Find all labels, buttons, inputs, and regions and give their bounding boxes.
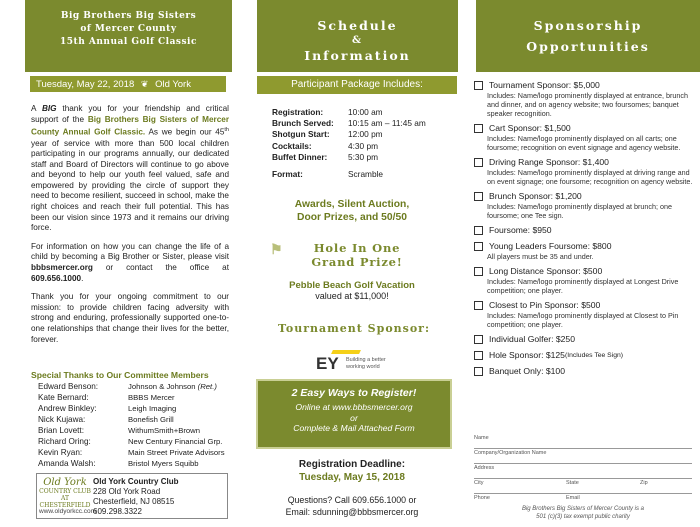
schedule-banner <box>257 0 458 72</box>
event-title-line: 15th Annual Golf Classic <box>60 37 197 47</box>
schedule-title-line: Information <box>304 48 411 63</box>
package-heading: Participant Package Includes: <box>257 76 457 94</box>
schedule-row: Buffet Dinner: 5:30 pm <box>272 151 378 162</box>
committee-heading: Special Thanks to Our Committee Members <box>31 370 209 380</box>
checkbox[interactable] <box>474 351 483 360</box>
mission-paragraph: Thank you for your ongoing commitment to our mission: to provide children facing adversity with strong and enduring, professionally supported one-to-one relationships that change their lives for the better, forever. <box>31 292 229 344</box>
registration-box: 2 Easy Ways to Register! Online at www.bbbsmercer.org or Complete & Mail Attached Form <box>256 379 452 449</box>
registration-heading: 2 Easy Ways to Register! <box>291 387 417 399</box>
checkbox[interactable] <box>474 367 483 376</box>
register-online[interactable]: Online at www.bbbsmercer.org <box>295 402 413 412</box>
schedule-row: Cocktails: 4:30 pm <box>272 140 378 151</box>
sponsorship-option: Cart Sponsor: $1,500 Includes: Name/logo prominently displayed on all carts; one foursome; recognition on event signage and agency website. <box>474 123 696 152</box>
intro-paragraph: A BIG thank you for your friendship and critical support of the Big Brothers Big Sisters of Mercer County Annual Golf Classic. As we begin our 45th year of service with more than 500 local children participating in our programs annually, our dedicated staff and Board of Directors will continue to go above and beyond to help our youth feel valued, safe and empowered by providing the circle of support they need to become resilient, succeed in school, make the right choices and reach their full potential. This has been our vision since 1973 and it remains our driving force. <box>31 104 230 233</box>
schedule-row: Brunch Served: 10:15 am – 11:45 am <box>272 118 426 129</box>
format-row: Format: Scramble <box>272 169 384 180</box>
checkbox[interactable] <box>474 301 483 310</box>
contact-info: Questions? Call 609.656.1000 or Email: sdunning@bbbsmercer.org <box>247 494 457 518</box>
checkbox[interactable] <box>474 192 483 201</box>
committee-list <box>38 381 233 469</box>
schedule-title-line: Schedule <box>317 18 398 33</box>
sponsorship-title-line: Sponsorship <box>533 18 643 33</box>
checkbox[interactable] <box>474 81 483 90</box>
awards-text: Awards, Silent Auction, Door Prizes, and 50/50 <box>294 199 410 223</box>
sponsorship-option: Driving Range Sponsor: $1,400 Includes: Name/logo prominently displayed at driving range and on event signage; one foursome; recognition on agency website. <box>474 157 696 186</box>
register-mail: Complete & Mail Attached Form <box>293 423 415 433</box>
event-date: Tuesday, May 22, 2018 <box>36 79 135 90</box>
name-field[interactable]: Name <box>474 434 692 449</box>
sponsorship-title-line: Opportunities <box>526 39 650 54</box>
club-address-2: Chesterfield, NJ 08515 <box>93 497 175 506</box>
committee-member: Kate Bernard: BBBS Mercer <box>38 393 175 402</box>
website-link[interactable]: bbbsmercer.org <box>31 263 93 273</box>
event-date-bar <box>30 76 226 106</box>
sponsorship-option: Individual Golfer: $250 <box>474 334 696 345</box>
sponsorship-option: Closest to Pin Sponsor: $500 Includes: Name/logo prominently displayed at Closest to Pin competition; one player. <box>474 300 696 329</box>
club-address-1: 228 Old York Road <box>93 487 161 496</box>
club-phone: 609.298.3322 <box>93 507 142 516</box>
committee-member: Richard Oring: New Century Financial Grp. <box>38 437 223 446</box>
event-title-line: of Mercer County <box>80 24 177 34</box>
golf-flag-icon: ⚑ <box>270 242 284 258</box>
club-website[interactable]: www.oldyorkcc.com <box>39 508 97 515</box>
club-name: Old York Country Club <box>93 477 179 486</box>
checkbox[interactable] <box>474 158 483 167</box>
checkbox[interactable] <box>474 335 483 344</box>
ey-logo: EY Building a better working world <box>312 350 402 374</box>
checkbox[interactable] <box>474 242 483 251</box>
checkbox[interactable] <box>474 267 483 276</box>
sponsorship-option: Long Distance Sponsor: $500 Includes: Name/logo prominently displayed at Longest Drive competition; one player. <box>474 266 696 295</box>
schedule-row: Shotgun Start: 12:00 pm <box>272 129 383 140</box>
office-phone: 609.656.1000 <box>31 273 82 283</box>
intro-text <box>31 104 229 353</box>
address-field[interactable]: Address <box>474 464 692 479</box>
event-title-banner <box>25 0 232 72</box>
grand-prize: Pebble Beach Golf Vacation valued at $11,000! <box>289 280 415 301</box>
club-card <box>36 473 228 519</box>
sponsorship-option: Banquet Only: $100 <box>474 366 696 377</box>
sponsorship-option: Hole Sponsor: $125 (Includes Tee Sign) <box>474 350 696 361</box>
registration-form <box>474 434 692 508</box>
charity-footer: Big Brothers Big Sisters of Mercer County is a 501 (c)(3) tax exempt public charity <box>521 506 645 520</box>
company-field[interactable]: Company/Organization Name <box>474 449 692 464</box>
tournament-sponsor-heading: Tournament Sponsor: <box>277 322 431 335</box>
checkbox[interactable] <box>474 226 483 235</box>
sponsorship-option: Foursome: $950 <box>474 225 696 236</box>
city-state-zip-field[interactable]: City State Zip <box>474 479 692 494</box>
schedule-row: Registration: 10:00 am <box>272 107 383 117</box>
event-venue: Old York Country Club <box>36 79 191 106</box>
hole-in-one-heading: ⚑ Hole In One Grand Prize! <box>270 241 403 269</box>
checkbox[interactable] <box>474 124 483 133</box>
contact-email[interactable]: Email: sdunning@bbbsmercer.org <box>285 507 419 517</box>
sponsorship-banner <box>476 0 700 72</box>
committee-member: Andrew Binkley: Leigh Imaging <box>38 404 177 413</box>
left-panel <box>0 0 235 527</box>
event-title-line: Big Brothers Big Sisters <box>60 11 197 21</box>
phone-email-field[interactable]: Phone Email <box>474 495 580 501</box>
committee-member: Nick Kujawa: Bonefish Grill <box>38 415 174 424</box>
sponsorship-option: Tournament Sponsor: $5,000 Includes: Name/logo prominently displayed at entrance, brunch and dinner, and on agency website; two foursomes; banquet speaker recognition. <box>474 80 696 118</box>
schedule-title-line: & <box>351 35 364 46</box>
old-york-logo: Old York COUNTRY CLUB AT CHESTERFIELD <box>39 477 91 509</box>
committee-member: Brian Lovett: WithumSmith+Brown <box>38 426 200 435</box>
sponsorship-list <box>474 80 696 382</box>
committee-member: Edward Benson: Johnson & Johnson (Ret.) <box>38 382 217 391</box>
golfer-icon: ❦ <box>140 79 149 89</box>
sponsorship-option: Brunch Sponsor: $1,200 Includes: Name/logo prominently displayed at brunch; one foursome; one Tee sign. <box>474 191 696 220</box>
sponsorship-option: Young Leaders Foursome: $800 All players must be 35 and under. <box>474 241 696 261</box>
schedule-table <box>272 107 462 180</box>
committee-member: Amanda Walsh: Bristol Myers Squibb <box>38 459 199 468</box>
committee-member: Kevin Ryan: Main Street Private Advisors <box>38 448 225 457</box>
info-paragraph: For information on how you can change the life of a child by becoming a Big Brother or Sister, please visit bbbsmercer.org or contact the office at 609.656.1000. <box>31 241 229 283</box>
registration-deadline: Registration Deadline: Tuesday, May 15, 2018 <box>298 459 406 483</box>
